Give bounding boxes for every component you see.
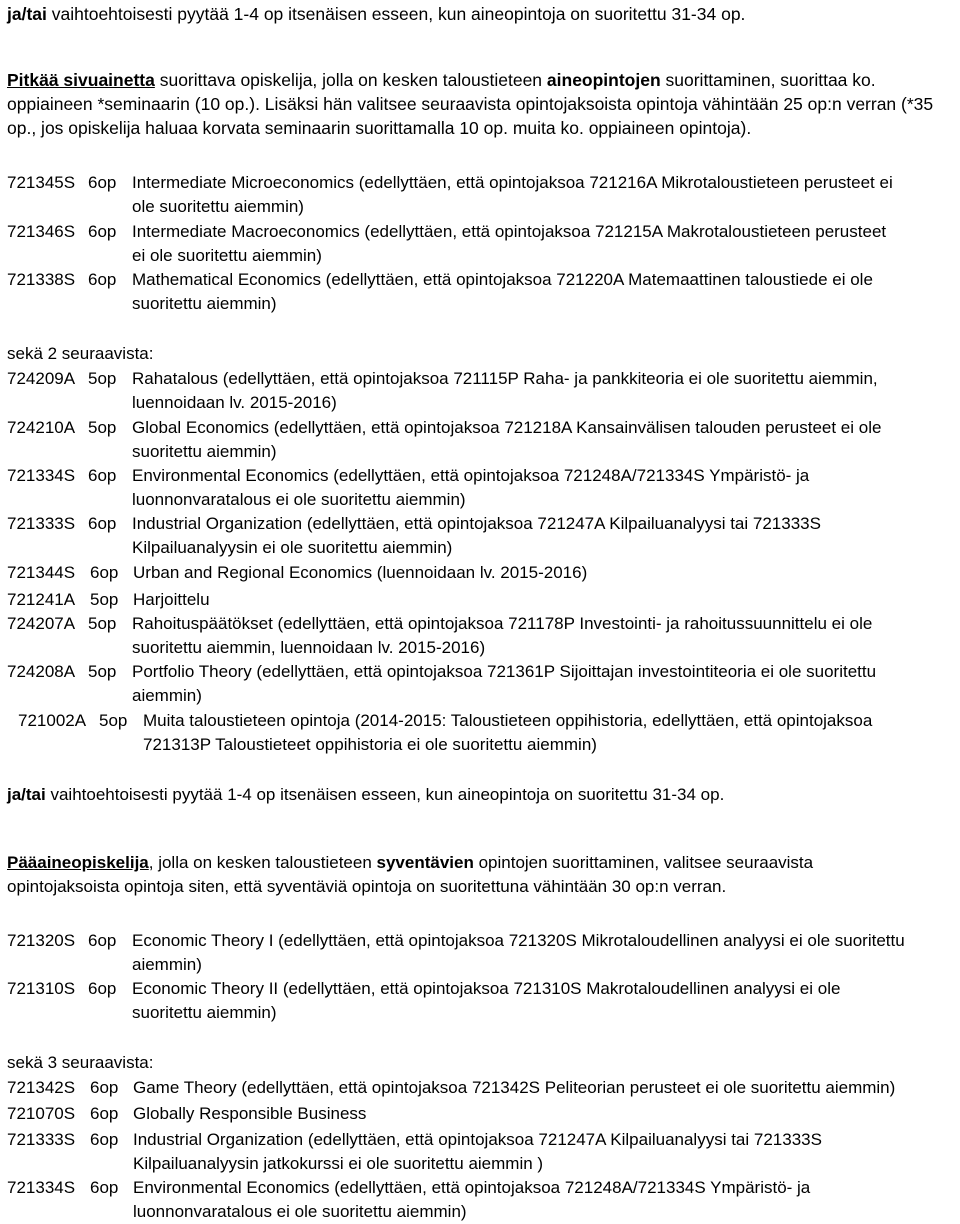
course-description-line: Intermediate Macroeconomics (edellyttäen, että opintojaksoa 721215A Makrotaloustieteen perusteet xyxy=(132,222,887,241)
course-code: 721346S xyxy=(7,222,76,241)
major-required-course-721320s xyxy=(0,929,960,977)
course-description-line: Muita taloustieteen opintoja (2014-2015: Taloustieteen oppihistoria, edellyttäen, että opintojaksoa xyxy=(143,711,873,730)
course-description xyxy=(133,1176,810,1224)
course-code: 721333S xyxy=(7,514,76,533)
minor-intro-text: suorittava opiskelija, jolla on kesken taloustieteen xyxy=(154,70,547,90)
minor-intro-emphasis: Pitkää sivuainetta xyxy=(7,70,155,90)
minor-optional-course-721334s xyxy=(0,464,960,512)
course-description-line: Game Theory (edellyttäen, että opintojaksoa 721342S Peliteorian perusteet ei ole suoritettu aiemmin) xyxy=(133,1078,896,1097)
minor-optional-course-724209a xyxy=(0,367,960,415)
course-code: 724210A xyxy=(7,418,76,437)
course-credits: 5op xyxy=(90,590,119,609)
minor-essay-note xyxy=(7,783,724,807)
course-credits: 5op xyxy=(88,662,117,681)
course-description xyxy=(133,1102,366,1126)
major-intro-text: , jolla on kesken taloustieteen xyxy=(148,853,377,872)
major-optional-course-721342s xyxy=(0,1076,960,1100)
course-description-line: Kilpailuanalyysin ei ole suoritettu aiemmin) xyxy=(132,538,453,557)
course-code: 724208A xyxy=(7,662,76,681)
course-description-line: Mathematical Economics (edellyttäen, että opintojaksoa 721220A Matemaattinen taloustiede ei ole xyxy=(132,270,873,289)
course-credits: 5op xyxy=(88,418,117,437)
minor-intro-bold: aineopintojen xyxy=(546,70,661,90)
course-description xyxy=(132,464,809,512)
course-credits: 6op xyxy=(88,173,117,192)
course-credits: 6op xyxy=(88,514,117,533)
course-code: 721310S xyxy=(7,979,76,998)
course-credits: 5op xyxy=(88,614,117,633)
course-credits: 6op xyxy=(90,1178,119,1197)
course-credits: 6op xyxy=(90,563,119,582)
intro-note-emphasis: ja/tai xyxy=(7,4,47,24)
course-description-line: Industrial Organization (edellyttäen, että opintojaksoa 721247A Kilpailuanalyysi tai 721333S xyxy=(133,1130,822,1149)
course-code: 721345S xyxy=(7,173,76,192)
course-description-line: Economic Theory I (edellyttäen, että opintojaksoa 721320S Mikrotaloudellinen analyysi ei ole suoritettu xyxy=(132,931,905,950)
minor-optional-course-721002a xyxy=(0,709,960,757)
course-description xyxy=(133,1128,822,1176)
major-intro-bold: syventävien xyxy=(376,853,474,872)
course-code: 721334S xyxy=(7,466,76,485)
course-description-line: luennoidaan lv. 2015-2016) xyxy=(132,393,337,412)
minor-required-course-721346s xyxy=(0,220,960,268)
course-code: 721333S xyxy=(7,1130,76,1149)
course-credits: 6op xyxy=(88,466,117,485)
course-credits: 5op xyxy=(88,369,117,388)
course-credits: 6op xyxy=(88,931,117,950)
course-description xyxy=(133,561,587,585)
course-description-line: 721313P Taloustieteet oppihistoria ei ole suoritettu aiemmin) xyxy=(143,735,597,754)
minor-optional-course-724210a xyxy=(0,416,960,464)
course-credits: 5op xyxy=(99,711,128,730)
course-description-line: luonnonvaratalous ei ole suoritettu aiemmin) xyxy=(132,490,466,509)
course-code: 721344S xyxy=(7,563,76,582)
course-description xyxy=(132,416,881,464)
course-description-line: suoritettu aiemmin) xyxy=(132,294,277,313)
major-optional-course-721333s xyxy=(0,1128,960,1176)
minor-optional-course-724208a xyxy=(0,660,960,708)
course-description-line: Rahatalous (edellyttäen, että opintojaksoa 721115P Raha- ja pankkiteoria ei ole suoritettu aiemmin, xyxy=(132,369,878,388)
course-code: 721338S xyxy=(7,270,76,289)
course-description-line: Industrial Organization (edellyttäen, että opintojaksoa 721247A Kilpailuanalyysi tai 721333S xyxy=(132,514,821,533)
course-description-line: suoritettu aiemmin) xyxy=(132,1003,277,1022)
course-description xyxy=(133,588,210,612)
course-description-line: Environmental Economics (edellyttäen, että opintojaksoa 721248A/721334S Ympäristö- ja xyxy=(132,466,810,485)
course-description xyxy=(132,512,821,560)
course-description xyxy=(133,1076,895,1100)
course-credits: 6op xyxy=(88,270,117,289)
course-description xyxy=(132,612,872,660)
minor-intro-line: oppiaineen *seminaarin (10 op.). Lisäksi hän valitsee seuraavista opintojaksoista opintoja vähintään 25 op:n verran (*35 xyxy=(7,94,934,114)
course-description-line: luonnonvaratalous ei ole suoritettu aiemmin) xyxy=(133,1202,467,1221)
course-code: 724209A xyxy=(7,369,76,388)
minor-optional-course-721344s xyxy=(0,561,960,585)
intro-note-text: vaihtoehtoisesti pyytää 1-4 op itsenäisen esseen, kun aineopintoja on suoritettu 31-34 op. xyxy=(46,4,746,24)
course-description xyxy=(132,977,840,1025)
course-credits: 6op xyxy=(88,979,117,998)
essay-note-text: vaihtoehtoisesti pyytää 1-4 op itsenäisen esseen, kun aineopintoja on suoritettu 31-34 op. xyxy=(45,785,725,804)
course-credits: 6op xyxy=(90,1104,119,1123)
course-description-line: ei ole suoritettu aiemmin) xyxy=(132,246,322,265)
minor-optional-course-724207a xyxy=(0,612,960,660)
course-code: 721320S xyxy=(7,931,76,950)
essay-note-emphasis: ja/tai xyxy=(7,785,46,804)
minor-optional-course-721241a xyxy=(0,588,960,612)
course-description-line: Rahoituspäätökset (edellyttäen, että opintojaksoa 721178P Investointi- ja rahoitussuunnittelu ei ole xyxy=(132,614,873,633)
major-optional-course-721070s xyxy=(0,1102,960,1126)
major-optional-course-721334s xyxy=(0,1176,960,1224)
major-intro-line: opintojaksoista opintoja siten, että syventäviä opintoja on suoritettuna vähintään 30 op:n verran. xyxy=(7,877,727,896)
course-description-line: Kilpailuanalyysin jatkokurssi ei ole suoritettu aiemmin ) xyxy=(133,1154,544,1173)
course-code: 721334S xyxy=(7,1178,76,1197)
course-credits: 6op xyxy=(90,1078,119,1097)
course-description xyxy=(132,220,886,268)
course-description-line: Urban and Regional Economics (luennoidaan lv. 2015-2016) xyxy=(133,563,588,582)
course-description-line: suoritettu aiemmin) xyxy=(132,442,277,461)
course-description-line: suoritettu aiemmin, luennoidaan lv. 2015-2016) xyxy=(132,638,486,657)
course-description xyxy=(132,929,905,977)
course-description-line: Harjoittelu xyxy=(133,590,210,609)
minor-required-course-721345s xyxy=(0,171,960,219)
course-description xyxy=(132,171,893,219)
intro-note xyxy=(7,2,745,26)
major-intro-text: opintojen suorittaminen, valitsee seuraavista xyxy=(473,853,814,872)
course-description xyxy=(132,268,873,316)
course-description-line: Economic Theory II (edellyttäen, että opintojaksoa 721310S Makrotaloudellinen analyysi ei ole xyxy=(132,979,841,998)
course-credits: 6op xyxy=(90,1130,119,1149)
major-intro-emphasis: Pääaineopiskelija xyxy=(7,853,149,872)
course-description xyxy=(132,660,876,708)
major-intro-line xyxy=(7,851,813,875)
course-description xyxy=(132,367,878,415)
major-required-course-721310s xyxy=(0,977,960,1025)
minor-intro-line xyxy=(7,68,876,92)
course-description xyxy=(143,709,872,757)
minor-choice-heading: sekä 2 seuraavista: xyxy=(7,344,154,363)
major-choice-heading: sekä 3 seuraavista: xyxy=(7,1053,154,1072)
course-description-line: Globally Responsible Business xyxy=(133,1104,367,1123)
course-description-line: aiemmin) xyxy=(132,955,202,974)
course-description-line: Environmental Economics (edellyttäen, että opintojaksoa 721248A/721334S Ympäristö- ja xyxy=(133,1178,811,1197)
course-code: 724207A xyxy=(7,614,76,633)
minor-optional-course-721333s xyxy=(0,512,960,560)
course-description-line: ole suoritettu aiemmin) xyxy=(132,197,304,216)
minor-intro-text: suorittaminen, suorittaa ko. xyxy=(660,70,876,90)
course-description-line: aiemmin) xyxy=(132,686,202,705)
course-description-line: Global Economics (edellyttäen, että opintojaksoa 721218A Kansainvälisen talouden perusteet ei ole xyxy=(132,418,882,437)
minor-required-course-721338s xyxy=(0,268,960,316)
minor-intro-line: op., jos opiskelija haluaa korvata seminaarin suorittamalla 10 op. muita ko. oppiaineen opintoja). xyxy=(7,118,752,138)
course-description-line: Portfolio Theory (edellyttäen, että opintojaksoa 721361P Sijoittajan investointiteoria ei ole suoritettu xyxy=(132,662,877,681)
course-code: 721241A xyxy=(7,590,76,609)
course-credits: 6op xyxy=(88,222,117,241)
course-description-line: Intermediate Microeconomics (edellyttäen, että opintojaksoa 721216A Mikrotaloustieteen perusteet ei xyxy=(132,173,893,192)
course-code: 721002A xyxy=(18,711,87,730)
course-code: 721342S xyxy=(7,1078,76,1097)
course-code: 721070S xyxy=(7,1104,76,1123)
